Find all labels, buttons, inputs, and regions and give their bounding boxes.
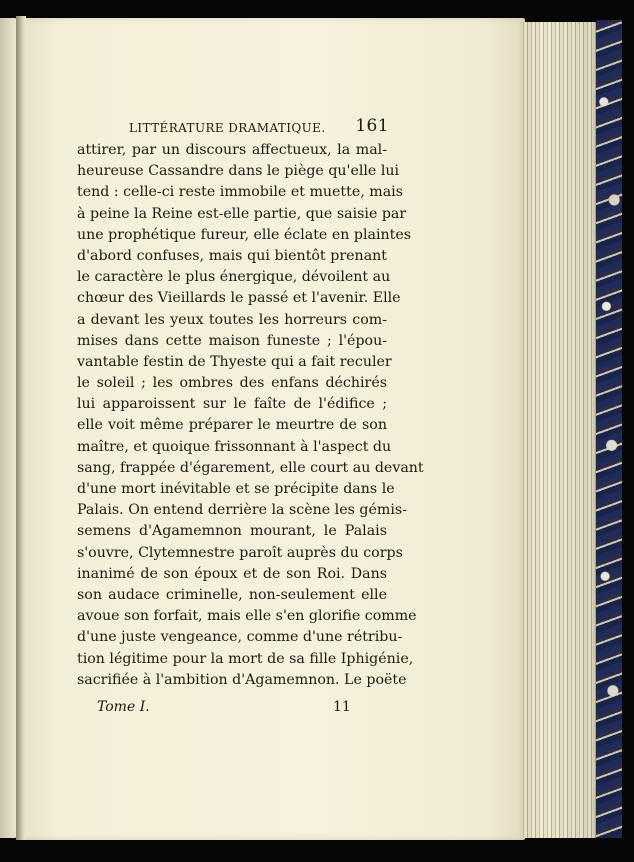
page-text-block bbox=[77, 116, 424, 719]
text-line: semens d'Agamemnon mourant, le Palais bbox=[77, 523, 387, 540]
signature-mark: 11 bbox=[333, 698, 351, 715]
text-line: attirer, par un discours affectueux, la mal- bbox=[77, 142, 387, 158]
text-line: lui apparoissent sur le faîte de l'édifice ; bbox=[77, 396, 387, 413]
text-line: inanimé de son époux et de son Roi. Dans bbox=[77, 565, 387, 582]
text-line: avoue son forfait, mais elle s'en glorifie comme bbox=[77, 608, 417, 625]
page-edges-shading bbox=[520, 22, 600, 838]
text-line: son audace criminelle, non-seulement elle bbox=[77, 586, 387, 603]
book-gutter bbox=[16, 16, 26, 840]
text-line: Palais. On entend derrière la scène les gémis- bbox=[77, 502, 407, 519]
text-line: s'ouvre, Clytemnestre paroît auprès du corps bbox=[77, 544, 403, 561]
body-text bbox=[77, 140, 424, 691]
text-line: tion légitime pour la mort de sa fille Iphigénie, bbox=[77, 650, 414, 667]
page-number: 161 bbox=[355, 116, 389, 136]
text-line: le caractère le plus énergique, dévoilent au bbox=[77, 269, 391, 286]
text-line: chœur des Vieillards le passé et l'avenir. Elle bbox=[77, 290, 401, 307]
text-line: d'abord confuses, mais qui bientôt prenant bbox=[77, 247, 387, 264]
text-line: elle voit même préparer le meurtre de son bbox=[77, 417, 387, 434]
text-line: mises dans cette maison funeste ; l'épou- bbox=[77, 332, 387, 349]
text-line: d'une mort inévitable et se précipite dans le bbox=[77, 481, 395, 497]
page-footer bbox=[77, 695, 389, 719]
text-line: vantable festin de Thyeste qui a fait reculer bbox=[77, 353, 392, 370]
text-line: sang, frappée d'égarement, elle court au devant bbox=[77, 459, 424, 476]
text-line: d'une juste vengeance, comme d'une rétribu- bbox=[77, 629, 403, 646]
text-line: le soleil ; les ombres des enfans déchirés bbox=[77, 375, 387, 392]
text-line: à peine la Reine est-elle partie, que saisie par bbox=[77, 205, 407, 222]
text-line: a devant les yeux toutes les horreurs com- bbox=[77, 311, 387, 328]
volume-label: Tome I. bbox=[97, 698, 150, 715]
text-line: une prophétique fureur, elle éclate en plaintes bbox=[77, 226, 412, 243]
marbled-cover bbox=[596, 20, 622, 838]
text-line: heureuse Cassandre dans le piège qu'elle lui bbox=[77, 163, 400, 180]
text-line: sacrifiée à l'ambition d'Agamemnon. Le poëte bbox=[77, 671, 407, 688]
text-line: maître, et quoique frissonnant à l'aspect du bbox=[77, 438, 392, 455]
running-head-title: LITTÉRATURE DRAMATIQUE. bbox=[129, 121, 326, 135]
running-head bbox=[129, 116, 389, 140]
text-line: tend : celle-ci reste immobile et muette, mais bbox=[77, 184, 403, 201]
